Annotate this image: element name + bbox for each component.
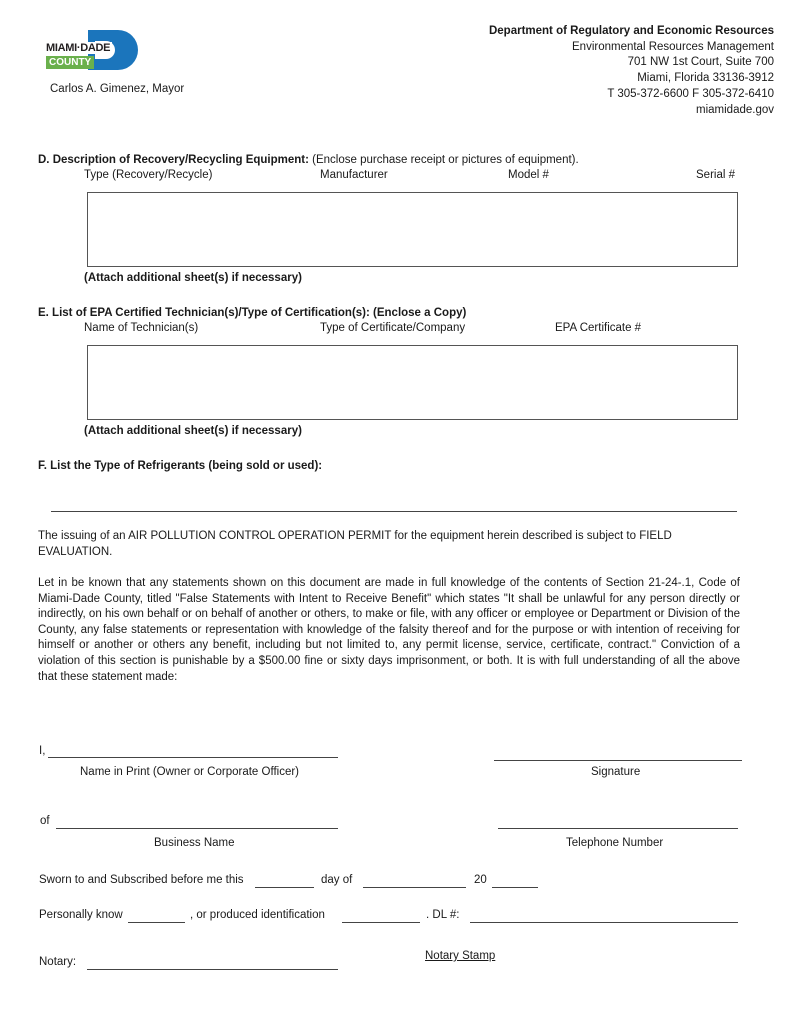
col-certificate-type: Type of Certificate/Company xyxy=(320,322,466,334)
notary-stamp-label: Notary Stamp xyxy=(425,950,496,962)
refrigerants-input-line[interactable] xyxy=(51,511,737,512)
division-name: Environmental Resources Management xyxy=(572,40,774,53)
month-line[interactable] xyxy=(363,887,466,888)
sworn-label: Sworn to and Subscribed before me this xyxy=(39,874,244,886)
address-line-1: 701 NW 1st Court, Suite 700 xyxy=(627,56,774,69)
website: miamidade.gov xyxy=(696,103,774,116)
department-address-block xyxy=(489,24,774,118)
mayor-name: Carlos A. Gimenez, Mayor xyxy=(50,83,185,95)
logo-county: COUNTY xyxy=(46,56,94,69)
business-name-label: Business Name xyxy=(154,837,235,849)
personally-know-line[interactable] xyxy=(128,922,185,923)
miami-dade-logo xyxy=(46,30,138,72)
section-e-title: E. List of EPA Certified Technician(s)/Type of Certification(s): (Enclose a Copy) xyxy=(38,307,467,319)
section-e-attach-note: (Attach additional sheet(s) if necessary) xyxy=(84,425,302,437)
sworn-day-line[interactable] xyxy=(255,887,314,888)
of-prefix: of xyxy=(40,815,50,827)
signature-line[interactable] xyxy=(494,760,742,761)
personally-know-label: Personally know xyxy=(39,909,123,921)
logo-text: MIAMI·DADE xyxy=(46,42,111,54)
year-line[interactable] xyxy=(492,887,538,888)
i-prefix: I, xyxy=(39,745,46,757)
dl-number-line[interactable] xyxy=(470,922,738,923)
equipment-input-box[interactable] xyxy=(87,192,738,267)
business-name-line[interactable] xyxy=(56,828,338,829)
produced-id-line[interactable] xyxy=(342,922,420,923)
telephone-label: Telephone Number xyxy=(566,837,664,849)
produced-id-label: , or produced identification xyxy=(190,909,325,921)
day-of-label: day of xyxy=(321,874,353,886)
section-f-title: F. List the Type of Refrigerants (being sold or used): xyxy=(38,460,323,472)
notary-label: Notary: xyxy=(39,956,77,968)
name-in-print-label: Name in Print (Owner or Corporate Officer) xyxy=(80,766,299,778)
col-model: Model # xyxy=(508,169,549,181)
dl-label: . DL #: xyxy=(426,909,460,921)
signature-label: Signature xyxy=(591,766,641,778)
col-technician-name: Name of Technician(s) xyxy=(84,322,199,334)
department-name: Department of Regulatory and Economic Resources xyxy=(488,25,774,37)
col-serial: Serial # xyxy=(696,169,735,181)
telephone-line[interactable] xyxy=(498,828,738,829)
permit-notice: The issuing of an AIR POLLUTION CONTROL OPERATION PERMIT for the equipment herein described is subject to FIELD EVALUATION. xyxy=(38,530,672,558)
col-epa-certificate: EPA Certificate # xyxy=(555,322,642,334)
false-statement-notice: Let in be known that any statements shown on this document are made in full knowledge of the contents of Section 21-24-.1, Code of Miami-Dade County, titled "False Statements with Intent to Receive Benefit" which states "It shall be unlawful for any person directly or indirectly, on his own behalf or on behalf of another or others, to make or file, with any officer or employee or Department or Division of the County, any false statements or representation with knowledge of the falsity thereof and for the purpose or with intention of receiving for himself or another or others any benefit, including but not limited to, any permit license, service, certificate, contract." Conviction of a violation of this section is punishable by a $500.00 fine or sixty days imprisonment, or both. It is with full understanding of all the above that these statement made: xyxy=(38,577,740,683)
section-d-attach-note: (Attach additional sheet(s) if necessary) xyxy=(84,272,302,284)
col-type: Type (Recovery/Recycle) xyxy=(84,169,213,181)
year-prefix: 20 xyxy=(474,874,487,886)
col-manufacturer: Manufacturer xyxy=(320,169,388,181)
phone-fax: T 305-372-6600 F 305-372-6410 xyxy=(607,87,774,100)
address-line-2: Miami, Florida 33136-3912 xyxy=(637,72,774,85)
notary-line[interactable] xyxy=(87,969,338,970)
section-d-title: D. Description of Recovery/Recycling Equipment: (Enclose purchase receipt or pictures of equipment). xyxy=(38,154,579,166)
name-in-print-line[interactable] xyxy=(48,757,338,758)
technician-input-box[interactable] xyxy=(87,345,738,420)
